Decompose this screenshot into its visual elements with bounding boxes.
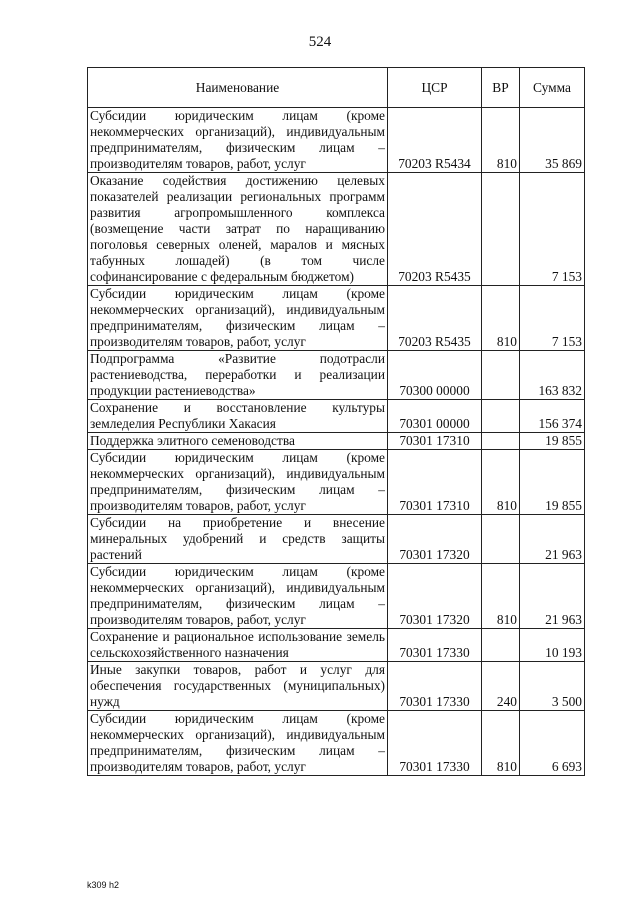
table-row (88, 433, 585, 450)
row-vr: 810 (482, 564, 520, 629)
row-sum: 156 374 (520, 400, 585, 433)
budget-table (87, 67, 585, 776)
row-sum: 10 193 (520, 629, 585, 662)
row-vr (482, 351, 520, 400)
table-row (88, 711, 585, 776)
row-name: Субсидии на приобретение и внесение минеральных удобрений и средств защиты растений (88, 515, 388, 564)
row-name: Оказание содействия достижению целевых показателей реализации региональных программ развития агропромышленного комплекса (возмещение части затрат по наращиванию поголовья северных оленей, маралов и мясных табунных лошадей) (в том числе софинансирование с федеральным бюджетом) (88, 173, 388, 286)
header-sum: Сумма (520, 68, 585, 108)
row-sum: 35 869 (520, 108, 585, 173)
table-row (88, 564, 585, 629)
table-row (88, 400, 585, 433)
row-csr: 70301 17310 (388, 433, 482, 450)
row-name: Субсидии юридическим лицам (кроме некоммерческих организаций), индивидуальным предпринимателям, физическим лицам – производителям товаров, работ, услуг (88, 108, 388, 173)
row-sum: 21 963 (520, 564, 585, 629)
row-csr: 70203 R5435 (388, 286, 482, 351)
row-name: Субсидии юридическим лицам (кроме некоммерческих организаций), индивидуальным предпринимателям, физическим лицам – производителям товаров, работ, услуг (88, 711, 388, 776)
row-name: Субсидии юридическим лицам (кроме некоммерческих организаций), индивидуальным предпринимателям, физическим лицам – производителям товаров, работ, услуг (88, 286, 388, 351)
page-number: 524 (308, 34, 332, 50)
row-sum: 19 855 (520, 433, 585, 450)
row-sum: 21 963 (520, 515, 585, 564)
row-name: Сохранение и рациональное использование земель сельскохозяйственного назначения (88, 629, 388, 662)
footer-document-code: k309 h2 (87, 880, 120, 890)
header-csr: ЦСР (388, 68, 482, 108)
table-row (88, 108, 585, 173)
table-row (88, 629, 585, 662)
row-csr: 70300 00000 (388, 351, 482, 400)
row-vr (482, 433, 520, 450)
table-row (88, 173, 585, 286)
row-vr: 810 (482, 286, 520, 351)
row-csr: 70301 17320 (388, 564, 482, 629)
row-vr (482, 173, 520, 286)
table-row (88, 286, 585, 351)
row-vr (482, 515, 520, 564)
row-csr: 70301 17330 (388, 629, 482, 662)
row-csr: 70203 R5435 (388, 173, 482, 286)
row-sum: 163 832 (520, 351, 585, 400)
row-csr: 70301 17330 (388, 662, 482, 711)
header-vr: ВР (482, 68, 520, 108)
row-csr: 70203 R5434 (388, 108, 482, 173)
row-vr: 810 (482, 108, 520, 173)
row-name: Субсидии юридическим лицам (кроме некоммерческих организаций), индивидуальным предпринимателям, физическим лицам – производителям товаров, работ, услуг (88, 564, 388, 629)
table-row (88, 351, 585, 400)
row-vr (482, 629, 520, 662)
row-csr: 70301 00000 (388, 400, 482, 433)
row-name: Субсидии юридическим лицам (кроме некоммерческих организаций), индивидуальным предпринимателям, физическим лицам – производителям товаров, работ, услуг (88, 450, 388, 515)
row-csr: 70301 17310 (388, 450, 482, 515)
row-csr: 70301 17320 (388, 515, 482, 564)
table-row (88, 450, 585, 515)
row-sum: 6 693 (520, 711, 585, 776)
row-vr: 240 (482, 662, 520, 711)
table-row (88, 515, 585, 564)
row-sum: 19 855 (520, 450, 585, 515)
row-vr (482, 400, 520, 433)
table-row (88, 662, 585, 711)
row-sum: 3 500 (520, 662, 585, 711)
header-name: Наименование (88, 68, 388, 108)
row-vr: 810 (482, 450, 520, 515)
row-name: Сохранение и восстановление культуры земледелия Республики Хакасия (88, 400, 388, 433)
row-name: Иные закупки товаров, работ и услуг для обеспечения государственных (муниципальных) нужд (88, 662, 388, 711)
row-name: Подпрограмма «Развитие подотрасли растениеводства, переработки и реализации продукции растениеводства» (88, 351, 388, 400)
row-name: Поддержка элитного семеноводства (88, 433, 388, 450)
table-header-row (88, 68, 585, 108)
row-sum: 7 153 (520, 173, 585, 286)
row-csr: 70301 17330 (388, 711, 482, 776)
row-vr: 810 (482, 711, 520, 776)
row-sum: 7 153 (520, 286, 585, 351)
